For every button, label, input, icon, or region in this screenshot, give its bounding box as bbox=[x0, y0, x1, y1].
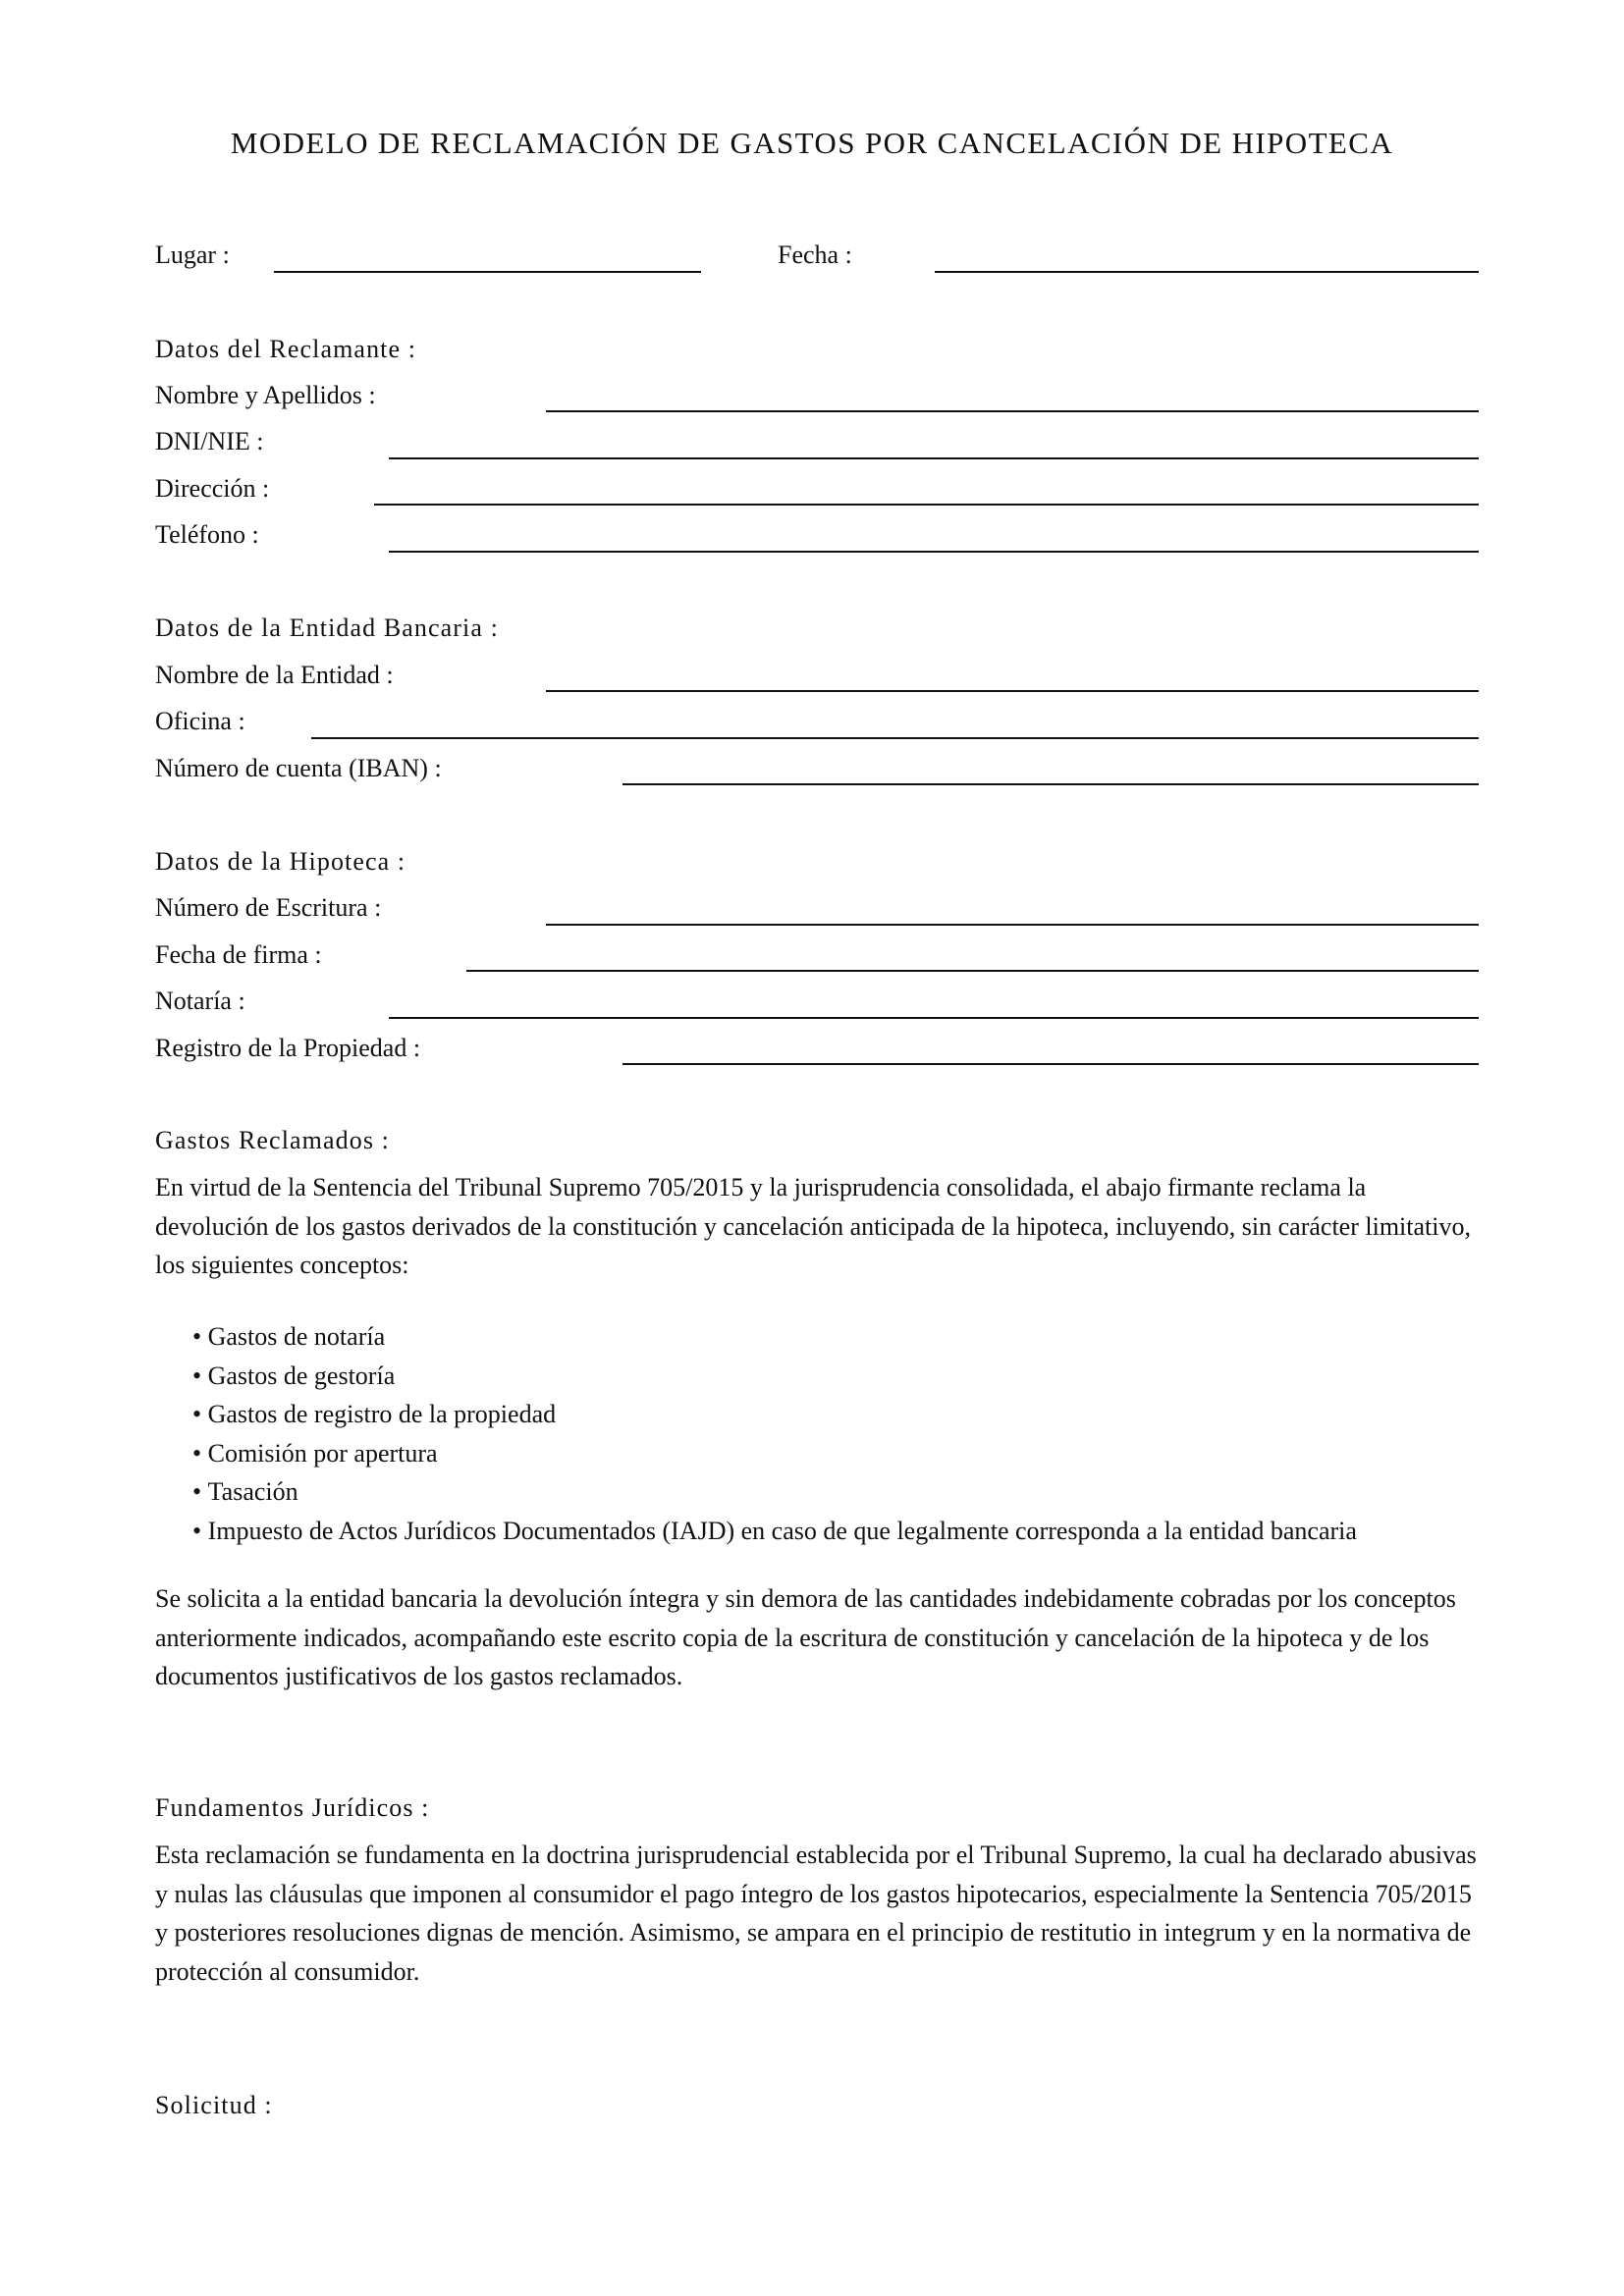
solicitud-heading: Solicitud : bbox=[155, 2091, 273, 2119]
nombre-apellidos-label: Nombre y Apellidos : bbox=[155, 381, 376, 409]
dni-label: DNI/NIE : bbox=[155, 427, 264, 455]
registro-propiedad-label: Registro de la Propiedad : bbox=[155, 1034, 421, 1062]
notaria-field[interactable] bbox=[389, 1017, 1479, 1019]
oficina-field[interactable] bbox=[311, 737, 1479, 739]
entidad-heading: Datos de la Entidad Bancaria : bbox=[155, 614, 499, 642]
direccion-label: Dirección : bbox=[155, 474, 270, 503]
numero-escritura-field[interactable] bbox=[546, 924, 1479, 926]
reclamante-heading: Datos del Reclamante : bbox=[155, 335, 417, 363]
fundamentos-paragraph: Esta reclamación se fundamenta en la doctrina jurisprudencial establecida por el Tribunal Supremo, la cual ha declarado abusivas y nulas las cláusulas que imponen al consumidor el pago íntegro de los gastos hipotecarios, especialmente la Sentencia 705/2015 y posteriores resoluciones dignas de mención. Asimismo, se ampara en el principio de restitutio in integrum y en la normativa de protección al consumidor. bbox=[155, 1841, 1477, 1986]
list-item: • Gastos de registro de la propiedad bbox=[192, 1395, 1357, 1434]
fecha-field[interactable] bbox=[935, 271, 1479, 273]
telefono-label: Teléfono : bbox=[155, 520, 259, 549]
registro-propiedad-field[interactable] bbox=[623, 1063, 1479, 1065]
telefono-field[interactable] bbox=[389, 551, 1479, 553]
notaria-label: Notaría : bbox=[155, 987, 245, 1015]
nombre-apellidos-field[interactable] bbox=[546, 410, 1479, 412]
lugar-label: Lugar : bbox=[155, 240, 230, 269]
list-item: • Impuesto de Actos Jurídicos Documentados (IAJD) en caso de que legalmente corresponda a la entidad bancaria bbox=[192, 1512, 1357, 1551]
fecha-firma-label: Fecha de firma : bbox=[155, 940, 322, 969]
list-item: • Gastos de gestoría bbox=[192, 1357, 1357, 1396]
direccion-field[interactable] bbox=[374, 504, 1479, 506]
document-title: MODELO DE RECLAMACIÓN DE GASTOS POR CANCELACIÓN DE HIPOTECA bbox=[230, 126, 1394, 160]
iban-label: Número de cuenta (IBAN) : bbox=[155, 754, 442, 782]
fundamentos-heading: Fundamentos Jurídicos : bbox=[155, 1793, 430, 1822]
hipoteca-heading: Datos de la Hipoteca : bbox=[155, 847, 406, 876]
list-item: • Tasación bbox=[192, 1472, 1357, 1512]
dni-field[interactable] bbox=[389, 457, 1479, 459]
iban-field[interactable] bbox=[623, 783, 1479, 785]
list-item: • Comisión por apertura bbox=[192, 1434, 1357, 1473]
oficina-label: Oficina : bbox=[155, 707, 245, 735]
numero-escritura-label: Número de Escritura : bbox=[155, 893, 382, 922]
fecha-firma-field[interactable] bbox=[466, 970, 1479, 972]
list-item: • Gastos de notaría bbox=[192, 1317, 1357, 1357]
nombre-entidad-label: Nombre de la Entidad : bbox=[155, 661, 394, 689]
gastos-heading: Gastos Reclamados : bbox=[155, 1126, 390, 1154]
lugar-field[interactable] bbox=[274, 271, 701, 273]
gastos-intro-paragraph: En virtud de la Sentencia del Tribunal Supremo 705/2015 y la jurisprudencia consolidada, el abajo firmante reclama la devolución de los gastos derivados de la constitución y cancelación anticipada de la hipoteca, incluyendo, sin carácter limitativo, los siguientes conceptos: bbox=[155, 1173, 1471, 1279]
fecha-label: Fecha : bbox=[778, 240, 852, 269]
gastos-list bbox=[192, 1317, 1357, 1550]
solicitud-devolucion-paragraph: Se solicita a la entidad bancaria la devolución íntegra y sin demora de las cantidades indebidamente cobradas por los conceptos anteriormente indicados, acompañando este escrito copia de la escritura de constitución y cancelación de la hipoteca y de los documentos justificativos de los gastos reclamados. bbox=[155, 1584, 1456, 1690]
nombre-entidad-field[interactable] bbox=[546, 690, 1479, 692]
